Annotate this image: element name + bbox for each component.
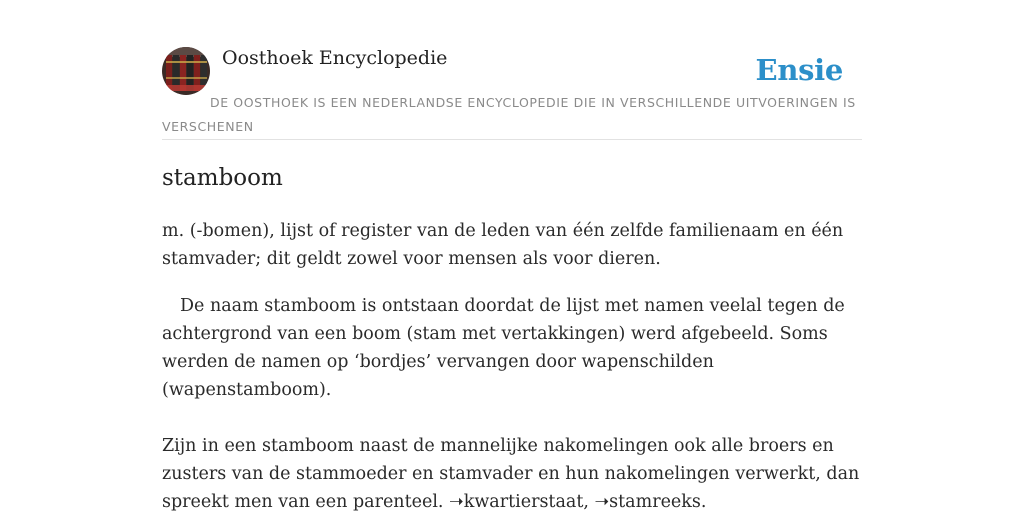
- site-header: [162, 46, 862, 140]
- ensie-logo[interactable]: Ensie: [755, 53, 843, 87]
- entry-title: stamboom: [162, 165, 283, 191]
- site-title[interactable]: Oosthoek Encyclopedie: [222, 47, 448, 69]
- xref-separator: ,: [583, 492, 595, 512]
- entry-paragraph-1: m. (-bomen), lijst of register van de leden van één zelfde familienaam en één stamvader; dit geldt zowel voor mensen als voor dieren.: [162, 221, 844, 269]
- xref-stamreeks-link[interactable]: ➝stamreeks: [594, 492, 701, 512]
- paragraph-end: .: [700, 492, 707, 512]
- paragraph-3-text: Zijn in een stamboom naast de mannelijke nakomelingen ook alle broers en zusters van de stammoeder en stamvader en hun nakomelingen verwerkt, dan spreekt men van een parenteel.: [162, 436, 860, 512]
- entry-paragraph-3: [162, 432, 862, 516]
- site-tagline: DE OOSTHOEK IS EEN NEDERLANDSE ENCYCLOPEDIE DIE IN VERSCHILLENDE UITVOERINGEN IS VERSCHENEN: [162, 95, 856, 134]
- entry-paragraph-2: De naam stamboom is ontstaan doordat de lijst met namen veelal tegen de achtergrond van een boom (stam met vertakkingen) werd afgebeeld. Soms werden de namen op ‘bordjes’ vervangen door wapenschilden (wapenstamboom).: [162, 296, 845, 400]
- encyclopedia-books-avatar[interactable]: [162, 47, 210, 95]
- xref-kwartierstaat-link[interactable]: ➝kwartierstaat: [449, 492, 584, 512]
- page-container: [162, 46, 862, 512]
- entry-body: [162, 217, 862, 516]
